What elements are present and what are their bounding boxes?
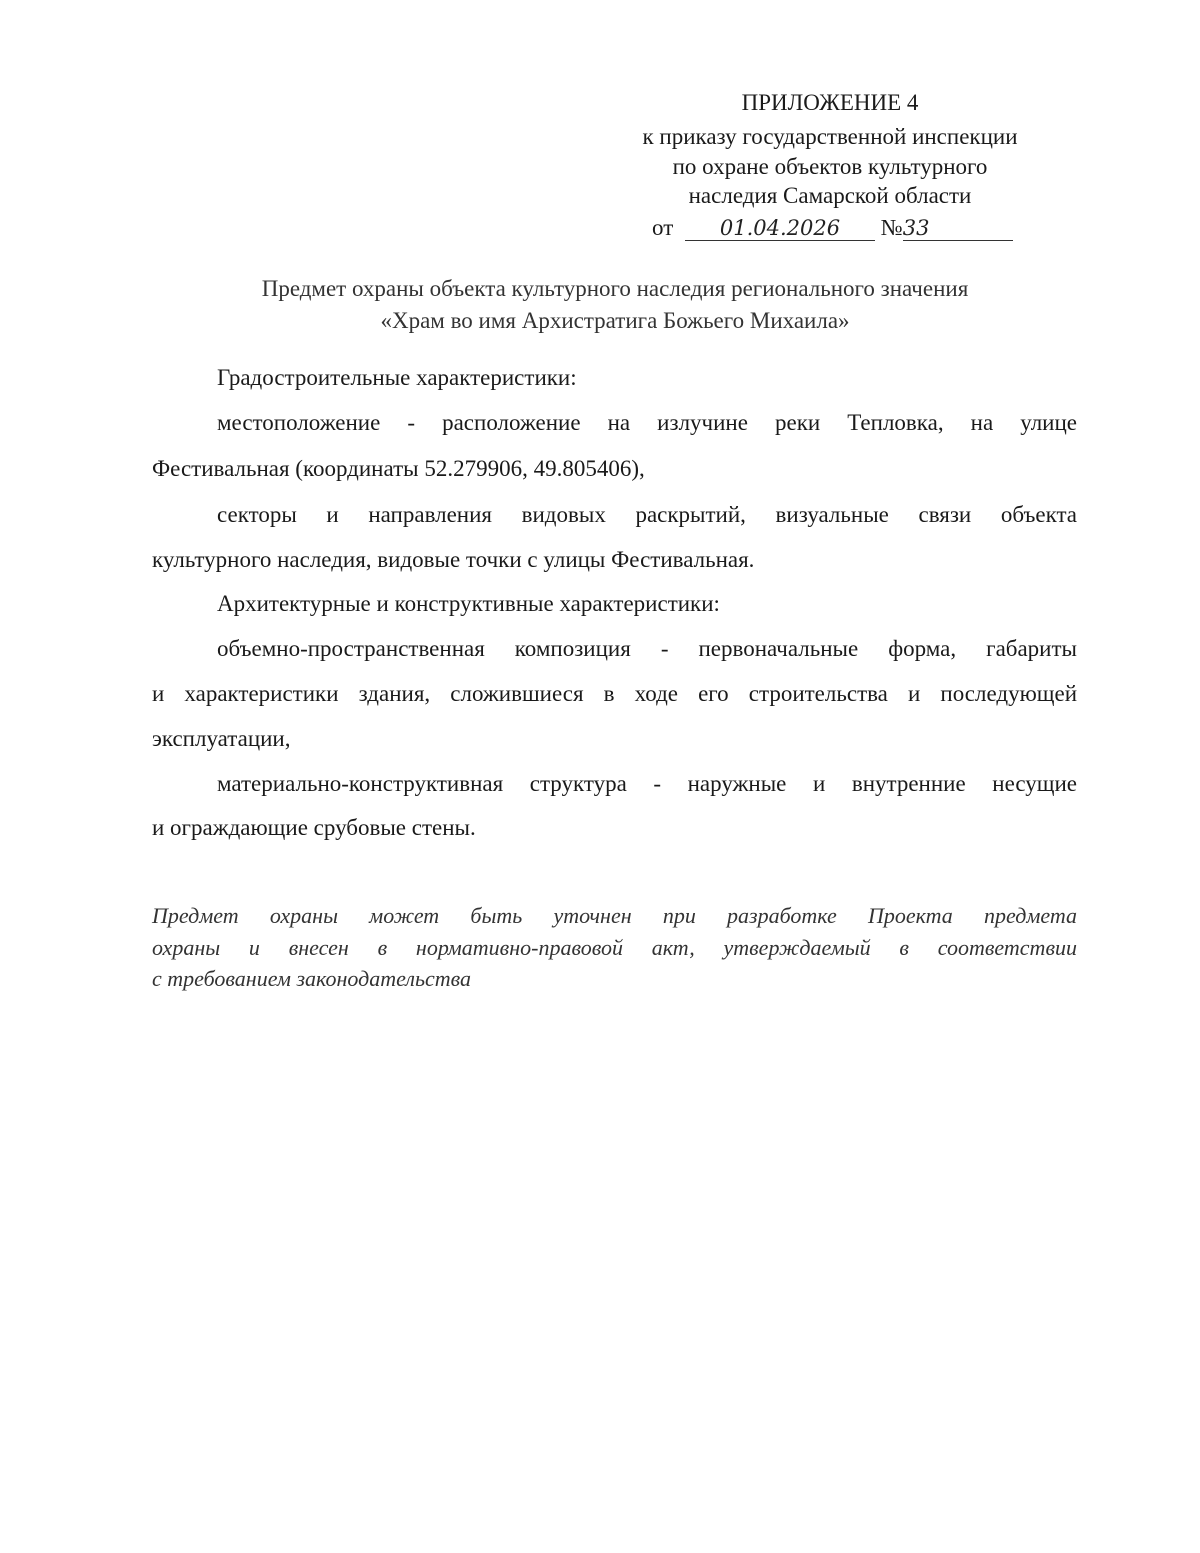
note-line: охраны и внесен в нормативно-правовой акт, утверждаемый в соответствии (152, 935, 1077, 960)
header-line-2: по охране объектов культурного (672, 154, 988, 179)
paragraph-line: эксплуатации, (152, 726, 291, 751)
appendix-heading: ПРИЛОЖЕНИЕ 4 (741, 90, 919, 115)
section-heading-architecture: Архитектурные и конструктивные характеристики: (217, 591, 720, 616)
number-prefix: № (880, 215, 903, 240)
order-date-line (652, 215, 1013, 241)
section-heading-urban: Градостроительные характеристики: (217, 365, 577, 390)
header-line-3: наследия Самарской области (688, 183, 972, 208)
date-prefix: от (652, 215, 674, 240)
note-line: Предмет охраны может быть уточнен при разработке Проекта предмета (152, 903, 1077, 928)
document-title-line-1: Предмет охраны объекта культурного наследия регионального значения (261, 276, 969, 301)
paragraph-line: секторы и направления видовых раскрытий, визуальные связи объекта (217, 502, 1077, 527)
order-date: 01.04.2026 (685, 216, 875, 241)
paragraph-line: материально-конструктивная структура - наружные и внутренние несущие (217, 771, 1077, 796)
note-line: с требованием законодательства (152, 966, 472, 991)
paragraph-line: Фестивальная (координаты 52.279906, 49.805406), (152, 456, 645, 481)
document-title-line-2: «Храм во имя Архистратига Божьего Михаила» (380, 308, 850, 333)
paragraph-line: и ограждающие срубовые стены. (152, 815, 476, 840)
paragraph-line: объемно-пространственная композиция - первоначальные форма, габариты (217, 636, 1077, 661)
order-number: 33 (903, 216, 1013, 241)
paragraph-line: и характеристики здания, сложившиеся в ходе его строительства и последующей (152, 681, 1077, 706)
header-line-1: к приказу государственной инспекции (642, 124, 1018, 149)
paragraph-line: местоположение - расположение на излучине реки Тепловка, на улице (217, 410, 1077, 435)
paragraph-line: культурного наследия, видовые точки с улицы Фестивальная. (152, 547, 755, 572)
